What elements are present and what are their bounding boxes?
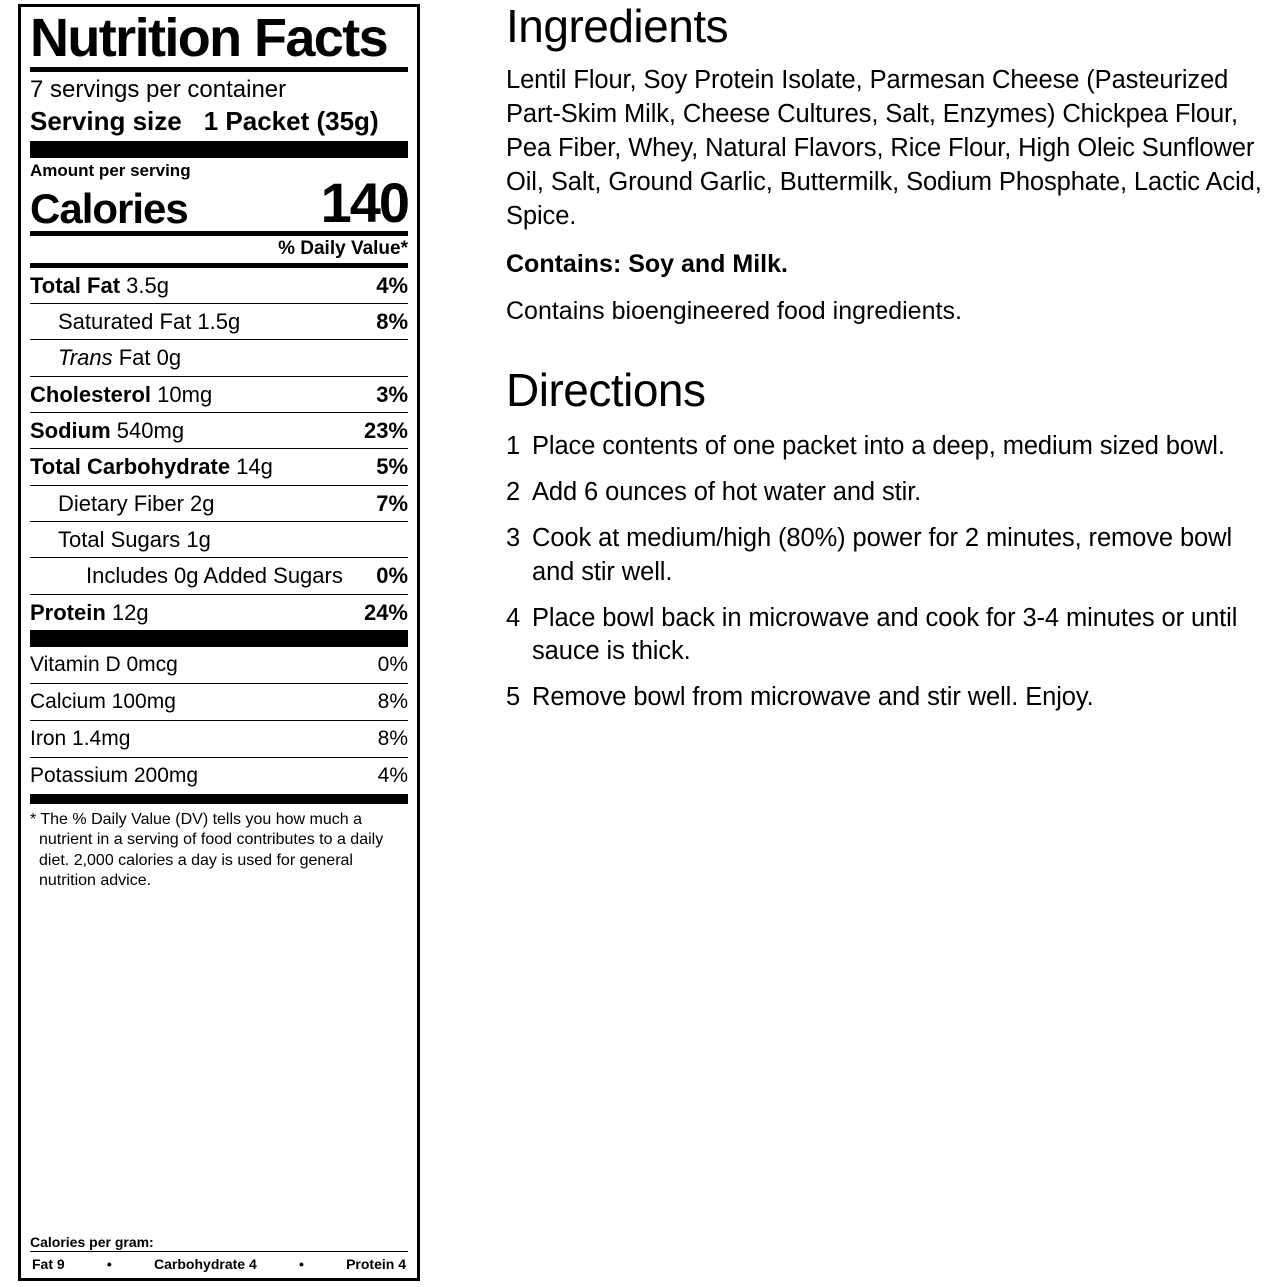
divider-thick [30,630,408,647]
calories-value: 140 [320,170,408,234]
nutrient-name: Total Carbohydrate [30,454,231,480]
nutrient-daily-value: 3% [376,381,408,407]
vitamin-daily-value: 8% [377,726,408,750]
vitamin-row [30,683,408,720]
direction-step-text: Place contents of one packet into a deep, medium sized bowl. [532,432,1225,461]
footnote [30,794,408,892]
nutrient-name: Sodium [30,418,111,444]
calories-per-gram-item: Protein 4 [346,1256,406,1272]
serving-size-row [30,106,408,141]
vitamin-label: Potassium 200mg [30,763,199,787]
nutrient-amount: 12g [105,599,149,625]
vitamin-daily-value: 4% [377,763,408,787]
direction-step-number: 2 [506,478,521,507]
nutrient-row [30,521,408,557]
nutrient-amount: 14g [230,454,273,480]
nutrient-daily-value: 4% [376,272,408,298]
vitamin-label: Iron 1.4mg [30,726,131,750]
calories-per-gram-item: • [106,1256,112,1272]
nutrient-row [30,557,408,593]
direction-step-text: Remove bowl from microwave and stir well. Enjoy. [532,682,1094,711]
nutrient-amount: 10mg [151,381,213,407]
ingredients-body: Lentil Flour, Soy Protein Isolate, Parmesan Cheese (Pasteurized Part-Skim Milk, Cheese Cultures, Salt, Enzymes) Chickpea Flour, Pea Fiber, Whey, Natural Flavors, Rice Flour, High Oleic Sunflower Oil, Salt, Ground Garlic, Buttermilk, Sodium Phosphate, Lactic Acid, Spice. [506,66,1262,230]
nutrient-row [30,448,408,484]
nutrient-daily-value: 7% [376,490,408,516]
calories-per-gram-item: Fat 9 [32,1256,65,1272]
direction-step [506,476,1265,509]
nutrient-label [30,527,211,552]
nutrient-name: Total Sugars [58,526,181,552]
nutrient-label [30,273,169,298]
vitamin-daily-value: 8% [377,689,408,713]
divider-thick [30,141,408,158]
nutrient-amount: 1g [180,526,211,552]
vitamin-label: Calcium 100mg [30,689,176,713]
nutrient-name: Includes 0g Added Sugars [86,563,343,589]
serving-size-label: Serving size [30,105,182,136]
direction-step [506,430,1265,463]
vitamin-rows [30,647,408,794]
serving-size-value: 1 Packet (35g) [203,105,379,136]
nutrient-label [30,600,149,625]
ingredients-title: Ingredients [506,0,729,52]
nutrient-label [30,382,212,407]
nutrient-row [30,594,408,630]
nutrient-name: Cholesterol [30,381,152,407]
nutrient-amount: 2g [183,490,215,516]
nutrient-row [30,412,408,448]
nutrient-name: Dietary Fiber [58,490,184,516]
calories-per-gram-item: Carbohydrate 4 [154,1256,257,1272]
amount-per-serving-label: Amount per serving [30,160,191,180]
nutrient-row [30,303,408,339]
nutrient-name: Trans [58,345,113,371]
direction-step [506,522,1265,588]
servings-per-container: 7 servings per container [30,75,287,103]
calories-per-gram-item: • [298,1256,304,1272]
nutrient-daily-value: 0% [376,563,408,589]
allergen-statement: Contains: Soy and Milk. [506,249,788,278]
nutrient-row [30,263,408,303]
info-column [430,0,1279,1287]
directions-list [506,430,1265,714]
nutrient-daily-value: 24% [363,599,408,625]
direction-step [506,602,1265,668]
calories-per-gram-row [30,1251,408,1274]
nutrient-amount: Fat 0g [112,345,182,371]
nutrient-label [30,345,181,370]
direction-step [506,681,1265,714]
calories-label: Calories [30,184,188,232]
nutrient-label [30,454,273,479]
nutrient-amount: 1.5g [191,309,241,335]
vitamin-row [30,720,408,757]
vitamin-label: Vitamin D 0mcg [30,652,178,676]
vitamin-daily-value: 0% [377,652,408,676]
nutrient-rows [30,263,408,630]
nutrient-label [30,563,343,588]
direction-step-number: 4 [506,603,521,632]
nutrient-amount: 3.5g [120,272,169,298]
nutrient-daily-value: 23% [363,418,408,444]
direction-step-number: 3 [506,524,521,553]
direction-step-text: Add 6 ounces of hot water and stir. [532,478,922,507]
direction-step-number: 5 [506,682,521,711]
nutrient-row [30,485,408,521]
calories-per-gram-label: Calories per gram: [30,1234,154,1250]
nutrient-name: Total Fat [30,272,121,298]
directions-title: Directions [506,363,706,416]
nutrition-facts-panel [18,4,420,1281]
nutrient-name: Protein [30,599,106,625]
direction-step-text: Cook at medium/high (80%) power for 2 minutes, remove bowl and stir well. [532,524,1233,586]
nutrient-daily-value: 5% [376,454,408,480]
daily-value-header: % Daily Value* [278,237,408,259]
nutrient-label [30,418,184,443]
nutrient-row [30,339,408,375]
nutrient-row [30,376,408,412]
direction-step-text: Place bowl back in microwave and cook for 3-4 minutes or until sauce is thick. [532,603,1238,665]
nutrient-label [30,491,215,516]
footnote-text: * The % Daily Value (DV) tells you how much a nutrient in a serving of food contributes to a daily diet. 2,000 calories a day is used for general nutrition advice. [30,810,384,890]
nutrient-daily-value: 8% [376,309,408,335]
vitamin-row [30,647,408,683]
bioengineered-statement: Contains bioengineered food ingredients. [506,296,962,325]
nutrient-amount: 540mg [110,418,185,444]
vitamin-row [30,757,408,794]
nutrient-label [30,309,240,334]
direction-step-number: 1 [506,432,521,461]
nutrition-facts-column [0,0,430,1287]
nutrition-facts-title: Nutrition Facts [30,8,388,68]
nutrient-name: Saturated Fat [58,309,192,335]
